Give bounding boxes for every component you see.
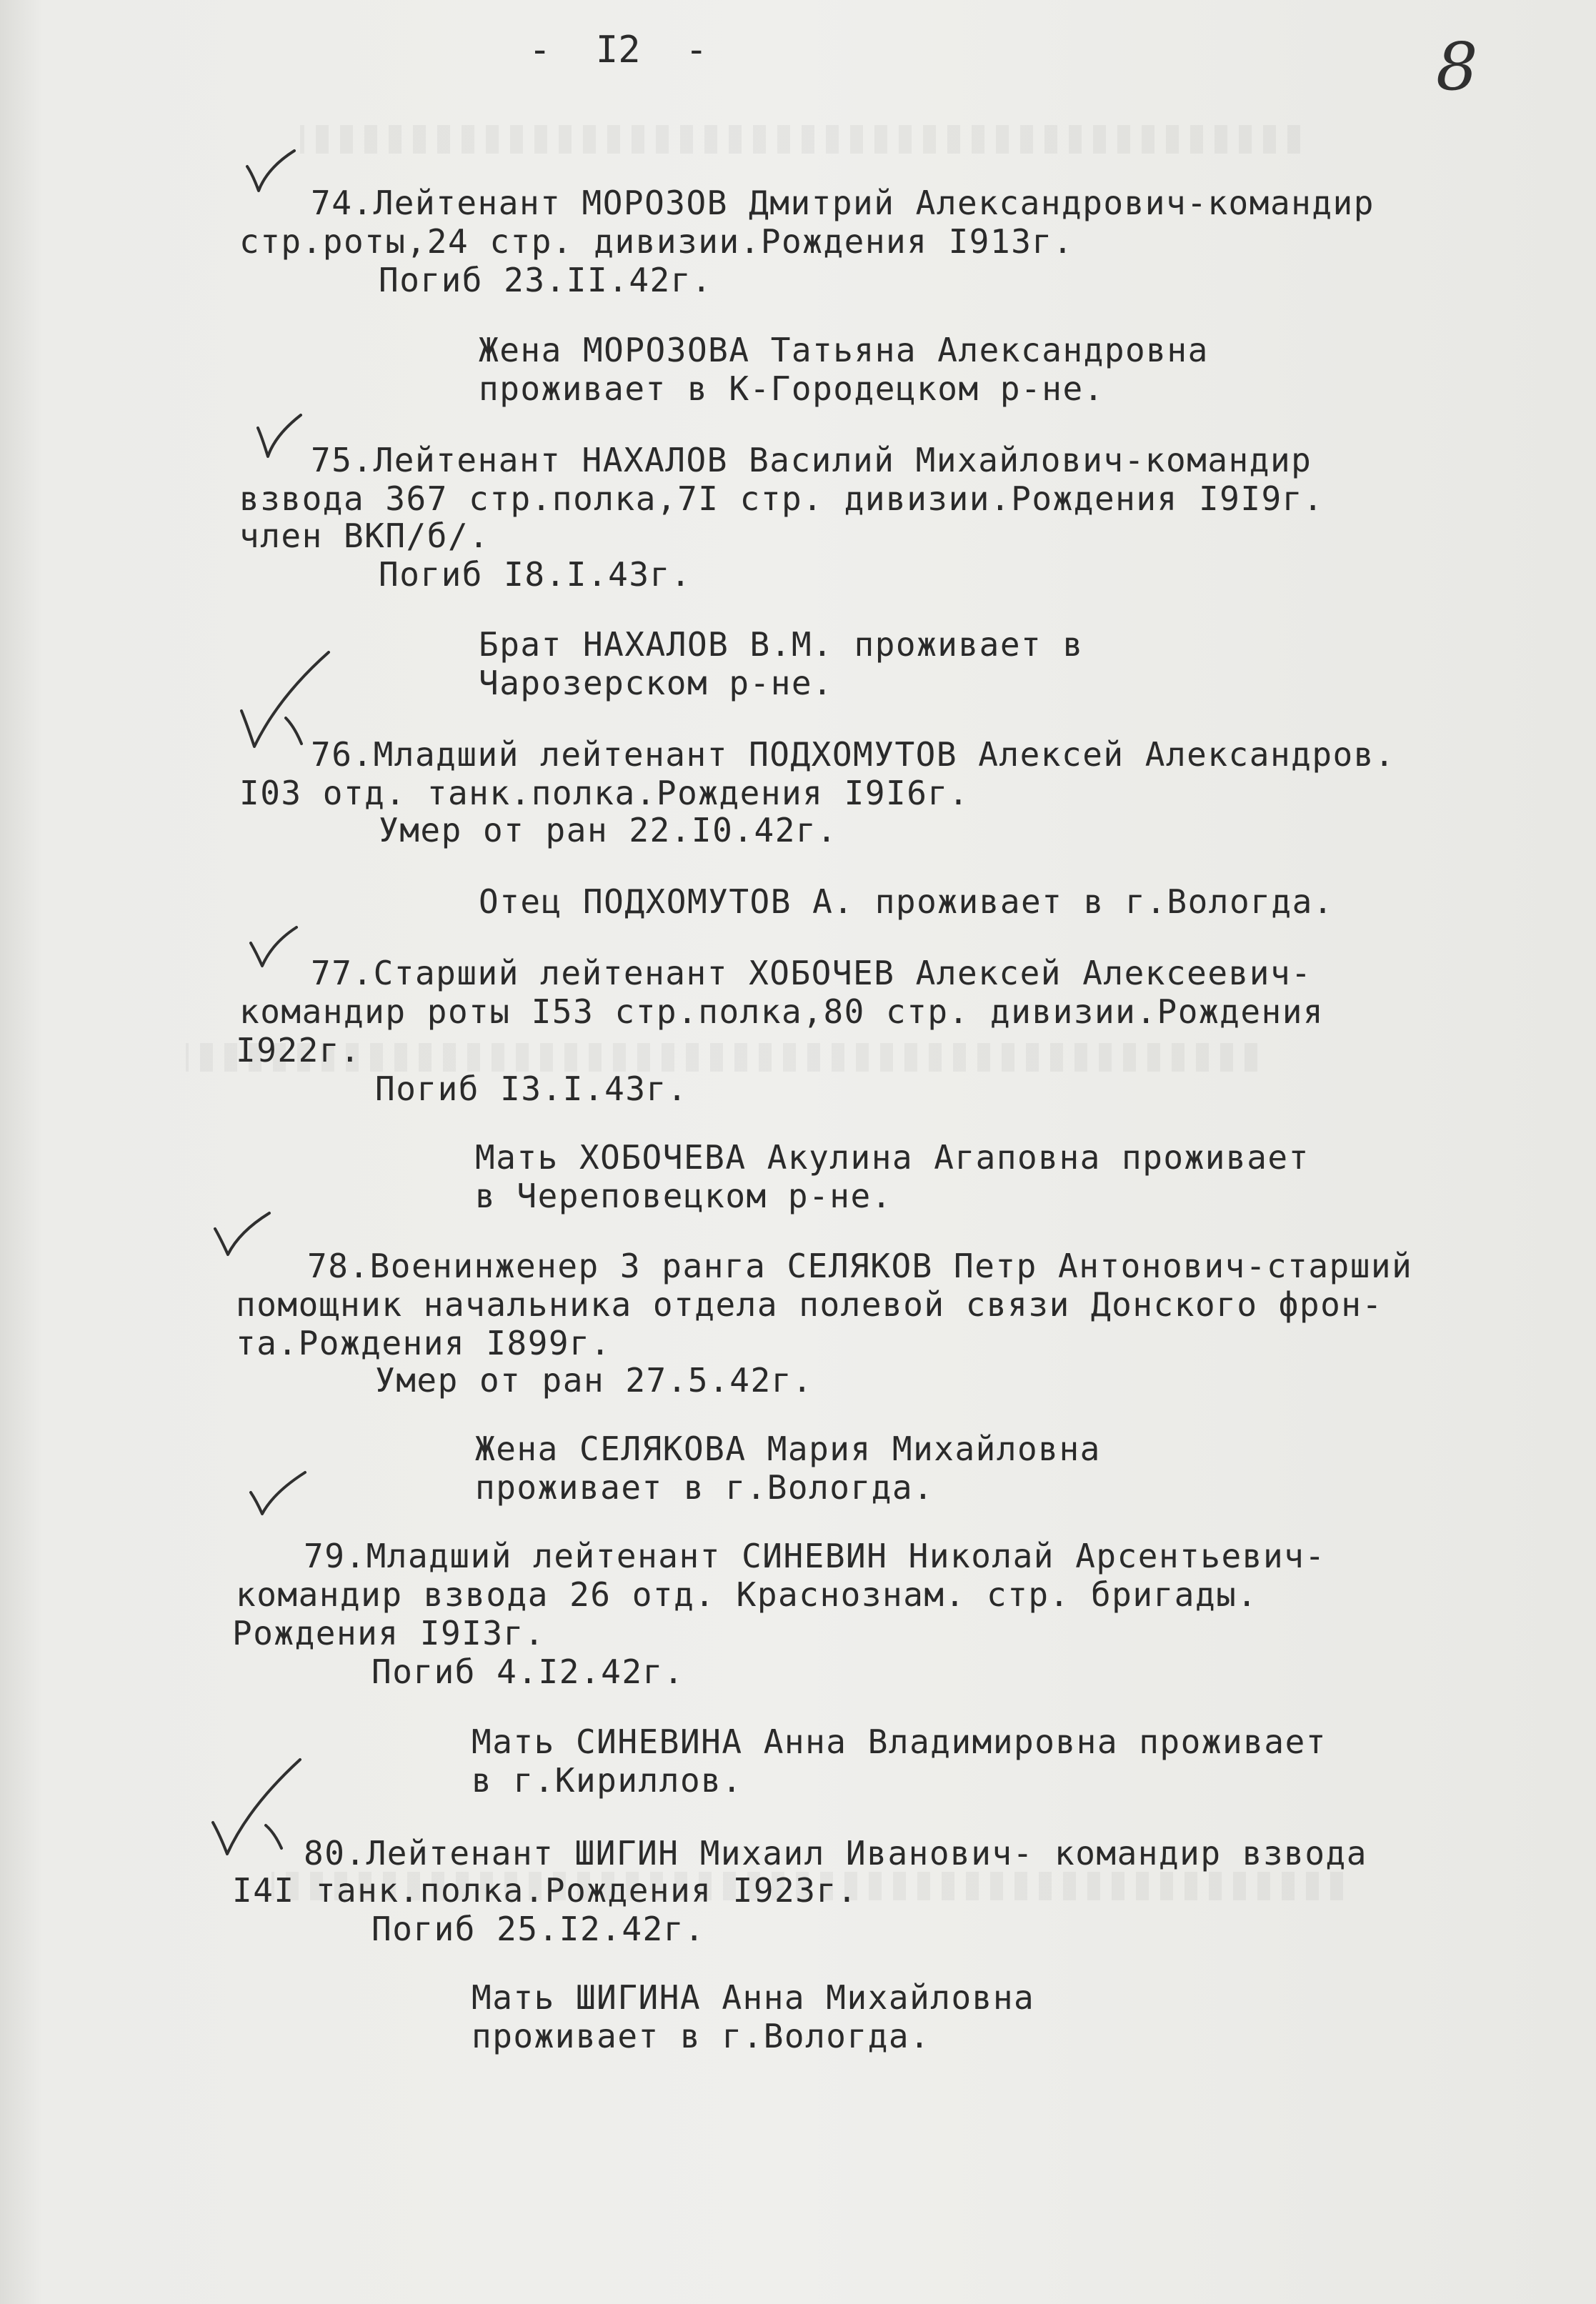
entry-76-relative-1: Отец ПОДХОМУТОВ А. проживает в г.Вологда. bbox=[479, 882, 1334, 921]
page-number: - I2 - bbox=[529, 29, 708, 71]
check-mark-icon bbox=[243, 146, 300, 204]
entry-78-line-2: помощник начальника отдела полевой связи Донского фрон- bbox=[236, 1285, 1383, 1324]
entry-77-relative-1: Мать ХОБОЧЕВА Акулина Агаповна проживает bbox=[475, 1138, 1310, 1177]
entry-77-line-1: 77.Старший лейтенант ХОБОЧЕВ Алексей Алексеевич- bbox=[311, 954, 1312, 992]
entry-75-line-3: член ВКП/б/. bbox=[239, 517, 490, 555]
entry-76-death: Умер от ран 22.I0.42г. bbox=[379, 811, 838, 849]
check-mark-icon bbox=[246, 1468, 311, 1525]
entry-79-line-1: 79.Младший лейтенант СИНЕВИН Николай Арсентьевич- bbox=[304, 1537, 1326, 1575]
entry-78-death: Умер от ран 27.5.42г. bbox=[375, 1361, 814, 1400]
entry-78-line-1: 78.Военинженер 3 ранга СЕЛЯКОВ Петр Антонович-старший bbox=[307, 1247, 1413, 1285]
entry-74-line-2: стр.роты,24 стр. дивизии.Рождения I913г. bbox=[239, 222, 1074, 261]
entry-79-line-3: Рождения I9I3г. bbox=[232, 1614, 545, 1652]
entry-77-line-3: I922г. bbox=[236, 1031, 361, 1069]
entry-78-line-3: та.Рождения I899г. bbox=[236, 1324, 612, 1362]
check-mark-icon bbox=[211, 1207, 275, 1265]
entry-75-relative-2: Чарозерском р-не. bbox=[479, 664, 834, 702]
entry-76-line-1: 76.Младший лейтенант ПОДХОМУТОВ Алексей Александров. bbox=[311, 735, 1396, 774]
check-mark-icon bbox=[207, 1754, 307, 1861]
entry-78-relative-2: проживает в г.Вологда. bbox=[475, 1468, 934, 1507]
entry-79-relative-2: в г.Кириллов. bbox=[472, 1761, 743, 1800]
check-mark-icon bbox=[254, 411, 311, 468]
entry-77-death: Погиб I3.I.43г. bbox=[375, 1069, 688, 1108]
entry-78-relative-1: Жена СЕЛЯКОВА Мария Михайловна bbox=[475, 1430, 1101, 1468]
entry-74-death: Погиб 23.II.42г. bbox=[379, 261, 713, 299]
check-mark-icon bbox=[246, 922, 304, 979]
entry-80-relative-2: проживает в г.Вологда. bbox=[472, 2017, 931, 2055]
entry-75-line-1: 75.Лейтенант НАХАЛОВ Василий Михайлович-командир bbox=[311, 441, 1312, 479]
entry-79-death: Погиб 4.I2.42г. bbox=[371, 1652, 684, 1691]
entry-74-line-1: 74.Лейтенант МОРОЗОВ Дмитрий Александрович-командир bbox=[311, 184, 1375, 222]
entry-74-relative-1: Жена МОРОЗОВА Татьяна Александровна bbox=[479, 331, 1209, 369]
entry-77-line-2: командир роты I53 стр.полка,80 стр. дивизии.Рождения bbox=[239, 992, 1325, 1031]
entry-79-relative-1: Мать СИНЕВИНА Анна Владимировна проживает bbox=[472, 1722, 1327, 1761]
entry-76-line-2: I03 отд. танк.полка.Рождения I9I6г. bbox=[239, 774, 969, 812]
handwritten-page-number: 8 bbox=[1436, 29, 1478, 105]
entry-75-death: Погиб I8.I.43г. bbox=[379, 555, 692, 594]
entry-74-relative-2: проживает в К-Городецком р-не. bbox=[479, 369, 1104, 408]
entry-75-line-2: взвода 367 стр.полка,7I стр. дивизии.Рождения I9I9г. bbox=[239, 479, 1325, 518]
entry-80-line-1: 80.Лейтенант ШИГИН Михаил Иванович- командир взвода bbox=[304, 1834, 1367, 1872]
entry-80-death: Погиб 25.I2.42г. bbox=[371, 1910, 706, 1948]
entry-80-line-2: I4I танк.полка.Рождения I923г. bbox=[232, 1871, 858, 1910]
entry-75-relative-1: Брат НАХАЛОВ В.М. проживает в bbox=[479, 625, 1084, 664]
entry-79-line-2: командир взвода 26 отд. Краснознам. стр. бригады. bbox=[236, 1575, 1258, 1614]
entry-77-relative-2: в Череповецком р-не. bbox=[475, 1177, 892, 1215]
entry-80-relative-1: Мать ШИГИНА Анна Михайловна bbox=[472, 1978, 1035, 2017]
show-through-texture bbox=[300, 125, 1300, 154]
